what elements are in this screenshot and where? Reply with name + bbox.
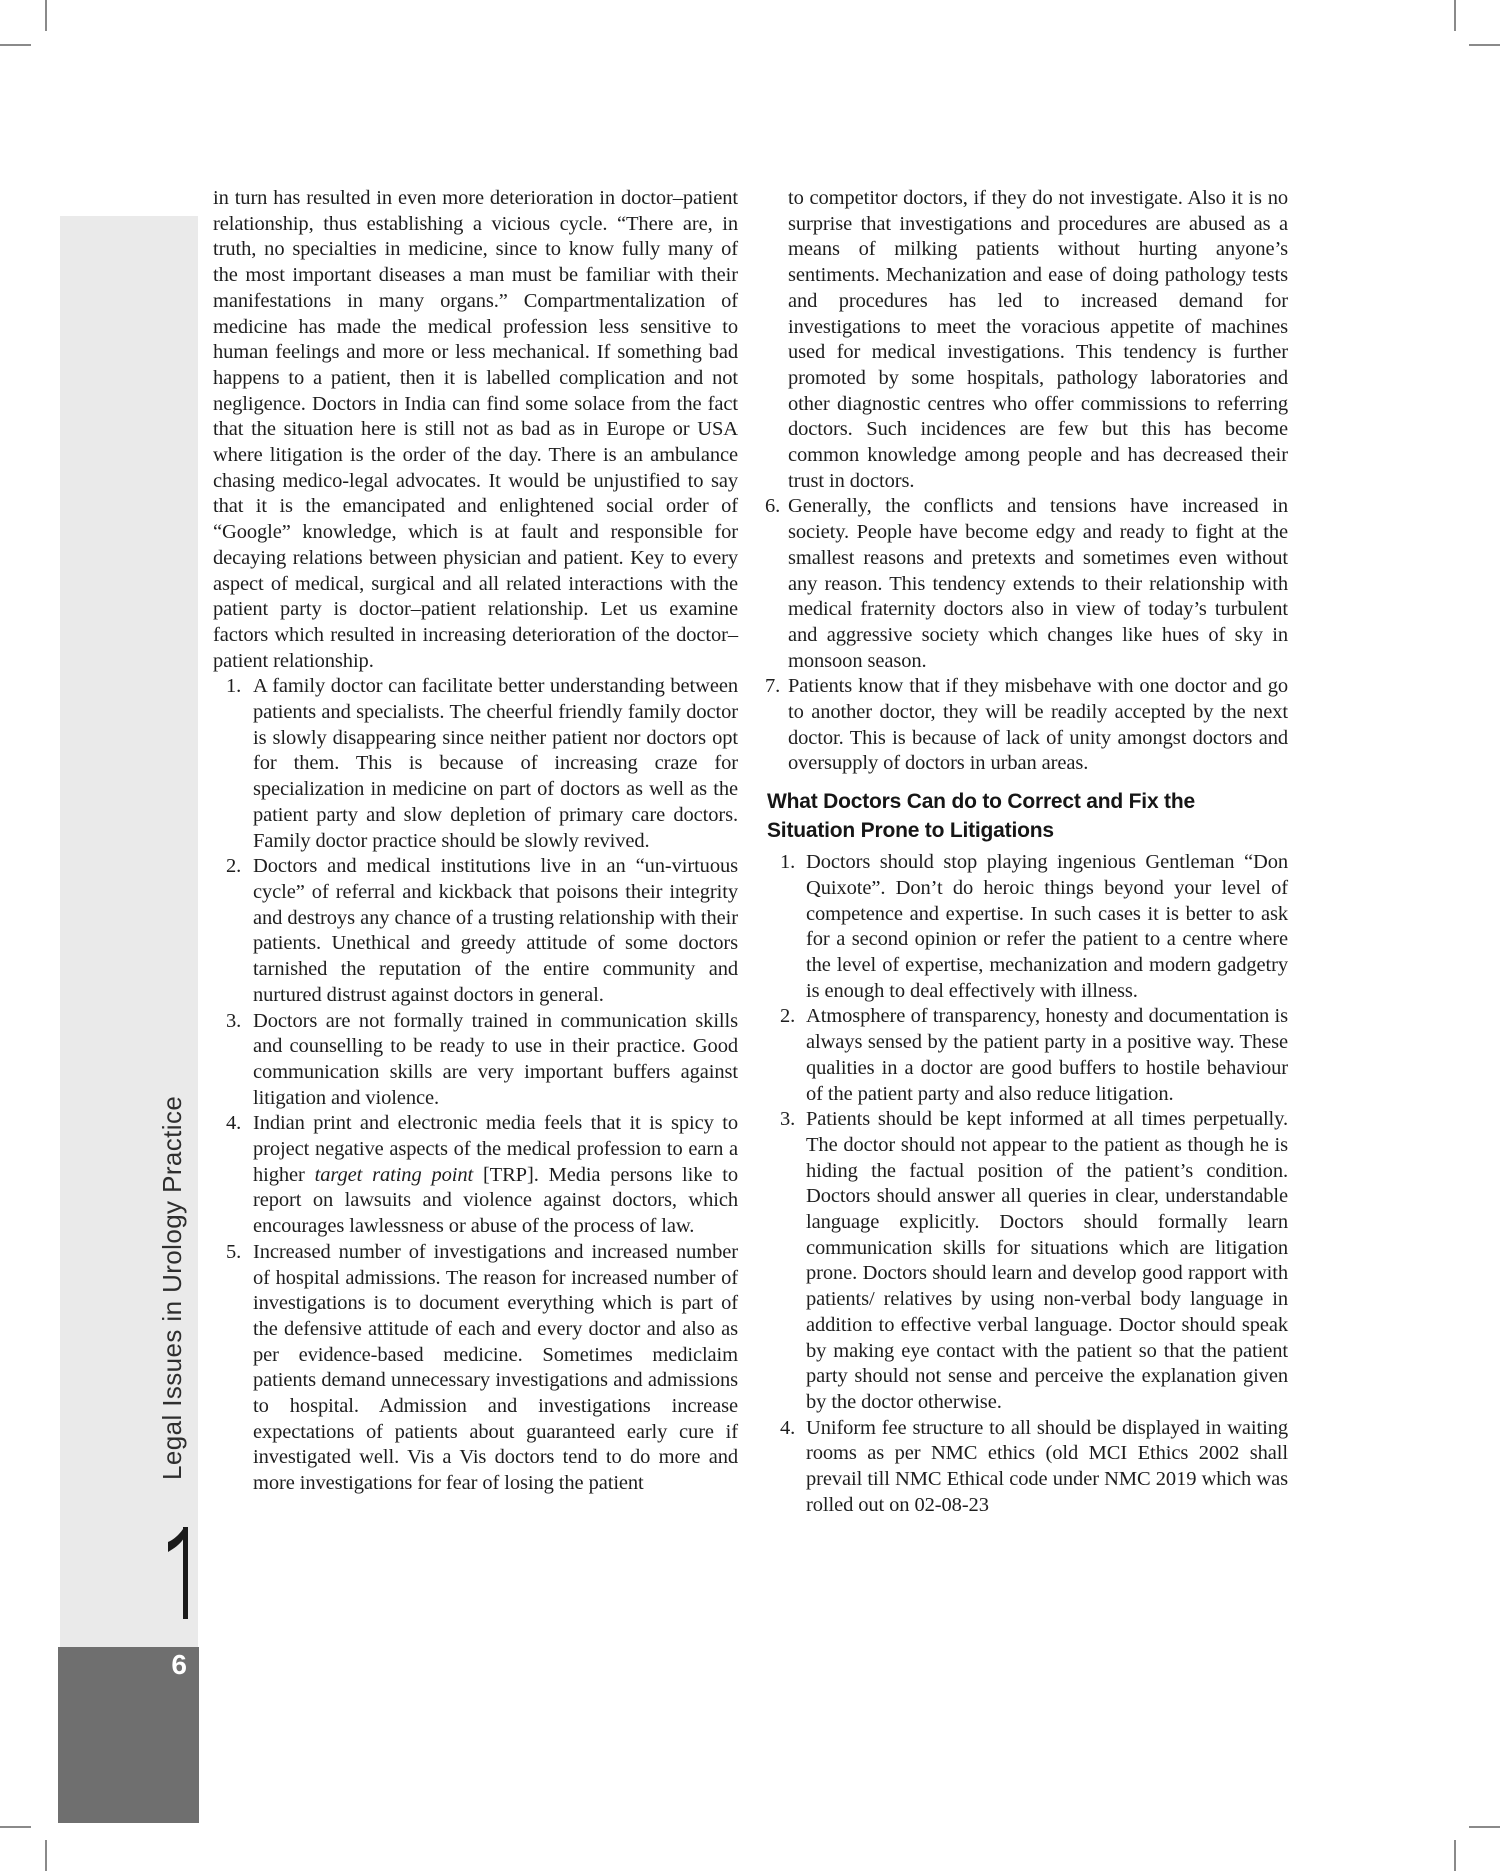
list-number: 4. [780,1416,796,1439]
page-number: 6 [171,1649,187,1680]
right-column [765,186,1288,1518]
chapter-number [163,1527,193,1619]
left-column [213,186,738,1497]
list-text: A family doctor can facilitate better understanding between patients and specialists. The cheerful friendly family doctor is slowly disappearing since neither patient nor doctors opt for them. This is because of increasing craze for specialization in medicine on part of doctors as well as the patient party and slow depletion of primary care doctors. Family doctor practice should be slowly revived. [253,675,738,852]
list-number: 5. [226,1240,242,1263]
list-text: Doctors are not formally trained in communication skills and counselling to be ready to use in their practice. Good communication skills are very important buffers against litigation and violence. [253,1009,738,1109]
list-number: 1. [226,675,242,698]
crop-mark-top-left-vertical [45,0,47,31]
list-text: Atmosphere of transparency, honesty and documentation is always sensed by the patient party in a positive way. These qualities in a doctor are good buffers to hostile behaviour of the patient party and also reduce litigation. [806,1005,1288,1105]
list-item [780,850,1288,1004]
list-number: 6. [765,495,781,518]
crop-mark-top-right-vertical [1454,0,1456,31]
crop-mark-bottom-left-horizontal [0,1826,31,1828]
crop-mark-bottom-right-horizontal [1469,1826,1500,1828]
list-text: Patients know that if they misbehave with one doctor and go to another doctor, they will be readily accepted by the next doctor. This is because of lack of unity amongst doctors and oversupply of doctors in urban areas. [788,675,1288,775]
list-text-segment: [TRP]. Media persons like to report on lawsuits and violence against doctors, which encourages lawlessness or abuse of the process of law. [253,1163,738,1238]
list-number: 2. [780,1005,796,1028]
list-number: 3. [226,1009,242,1032]
list-text [253,1112,738,1237]
list-text: Doctors and medical institutions live in an “un-virtuous cycle” of referral and kickback that poisons their integrity and destroys any chance of a trusting relationship with their patients. Unethical and greedy attitude of some doctors tarnished the reputation of the entire community and nurtured distrust against doctors in general. [253,855,738,1006]
crop-mark-top-right-horizontal [1469,44,1500,46]
list-text: Increased number of investigations and increased number of hospital admissions. The reason for increased number of investigations is to document everything which is part of the defensive attitude of each and every doctor and also as per evidence-based medicine. Sometimes mediclaim patients demand unnecessary investigations and admissions to hospital. Admission and investigations increase expectations of patients about guaranteed early cure if investigated well. Vis a Vis doctors tend to do more and more investigations for fear of losing the patient [253,1240,738,1495]
list-number: 3. [780,1108,796,1131]
list-item [213,1009,738,1112]
page-number-box [58,1647,199,1823]
sidebar-chapter-title: Legal Issues in Urology Practice [157,1095,187,1480]
list-number: 1. [780,851,796,874]
intro-paragraph-continuation: in turn has resulted in even more deterioration in doctor–patient relationship, thus establishing a vicious cycle. “There are, in truth, no specialties in medicine, since to know fully many of the most important diseases a man must be familiar with their manifestations in many organs.” Compartmentalization of medicine has made the medical profession less sensitive to human feelings and more or less mechanical. If something bad happens to a patient, then it is labelled complication and not negligence. Doctors in India can find some solace from the fact that the situation here is still not as bad as in Europe or USA where litigation is the order of the day. There is an ambulance chasing medico-legal advocates. It would be unjustified to say that it is the emancipated and enlightened social order of “Google” knowledge, which is at fault and responsible for decaying relations between physician and patient. Key to every aspect of medical, surgical and all related interactions with the patient party is doctor–patient relationship. Let us examine factors which resulted in increasing deterioration of the doctor–patient relationship. [213,187,738,672]
list-text-italic-segment: target rating point [314,1163,474,1186]
paragraph-continuation: to competitor doctors, if they do not investigate. Also it is no surprise that investigations and procedures are abused as a means of milking patients without hurting anyone’s sentiments. Mechanization and ease of doing pathology tests and procedures has led to increased demand for investigations to meet the voracious appetite of machines used for medical investigations. This tendency is further promoted by some hospitals, pathology laboratories and other diagnostic centres who offer commissions to referring doctors. Such incidences are few but this has become common knowledge among people and has decreased their trust in doctors. [788,187,1288,492]
list-item [780,1004,1288,1107]
chapter-number-one-glyph [163,1527,193,1619]
crop-mark-bottom-right-vertical [1454,1840,1456,1871]
list-number: 4. [226,1112,242,1135]
list-number: 2. [226,855,242,878]
list-text-segment: Indian print and electronic media feels that it is spicy to project negative aspects of the medical profession to earn a higher [253,1112,738,1186]
crop-mark-top-left-horizontal [0,44,31,46]
list-item [213,1111,738,1240]
list-item [780,1416,1288,1519]
list-text: Patients should be kept informed at all times perpetually. The doctor should not appear to the patient as though he is hiding the factual position of the patient’s condition. Doctors should answer all queries in clear, understandable language explicitly. Doctors should formally learn communication skills for situations which are litigation prone. Doctors should learn and develop good rapport with patients/ relatives by using non-verbal body language in addition to effective verbal language. Doctor should speak by making eye contact with the patient so that the patient party should not sense and perceive the explanation given by the doctor otherwise. [806,1108,1288,1413]
crop-mark-bottom-left-vertical [45,1840,47,1871]
list-text: Generally, the conflicts and tensions have increased in society. People have become edgy and ready to fight at the smallest reasons and pretexts and sometimes even without any reason. This tendency extends to their relationship with medical fraternity doctors also in view of today’s turbulent and aggressive society which changes like hues of sky in monsoon season. [788,495,1288,672]
list-text: Doctors should stop playing ingenious Gentleman “Don Quixote”. Don’t do heroic things beyond your level of competence and expertise. In such cases it is better to ask for a second opinion or refer the patient to a centre where the level of expertise, mechanization and modern gadgetry is enough to deal effectively with illness. [806,851,1288,1002]
list-item [213,854,738,1008]
list-item [213,1240,738,1497]
list-item [213,674,738,854]
section-heading: What Doctors Can do to Correct and Fix the Situation Prone to Litigations [767,790,1195,842]
list-text: Uniform fee structure to all should be displayed in waiting rooms as per NMC ethics (old MCI Ethics 2002 shall prevail till NMC Ethical code under NMC 2019 which was rolled out on 02-08-23 [806,1416,1288,1516]
list-number: 7. [765,675,781,698]
list-item [780,1107,1288,1415]
list-item [765,494,1288,674]
list-item [765,674,1288,777]
